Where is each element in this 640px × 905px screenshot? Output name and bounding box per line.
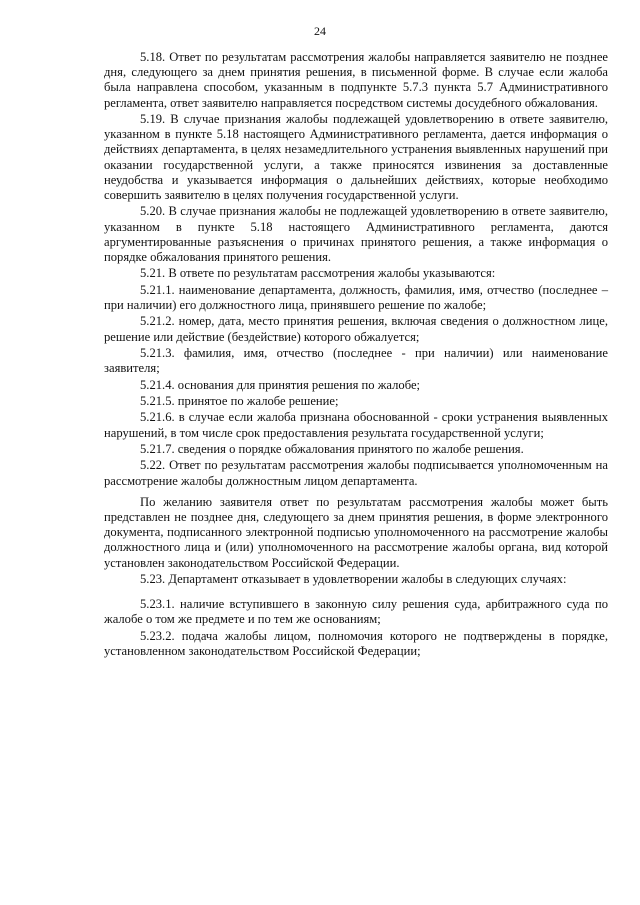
paragraph-5-23: 5.23. Департамент отказывает в удовлетворении жалобы в следующих случаях:	[140, 571, 567, 586]
paragraph-5-21: 5.21. В ответе по результатам рассмотрения жалобы указываются:	[140, 266, 496, 281]
paragraph-5-18: 5.18. Ответ по результатам рассмотрения жалобы направляется заявителю не позднее дня, следующего за днем принятия решения, в письменной форме. В случае если жалоба была направлена способом, указанным в подпункте 5.7.3 пункта 5.7 Административного регламента, ответ заявителю направляется посредством системы досудебного обжалования.	[104, 50, 608, 110]
paragraph-5-22: 5.22. Ответ по результатам рассмотрения жалобы подписывается уполномоченным на рассмотрение жалобы должностным лицом департамента.	[104, 458, 608, 488]
paragraph-5-21-1: 5.21.1. наименование департамента, должность, фамилия, имя, отчество (последнее – при наличии) его должностного лица, принявшего решение по жалобе;	[104, 282, 608, 312]
paragraph-5-21-2: 5.21.2. номер, дата, место принятия решения, включая сведения о должностном лице, решение или действие (бездействие) которого обжалуется;	[104, 314, 608, 344]
document-body	[104, 50, 608, 660]
paragraph-5-23-1: 5.23.1. наличие вступившего в законную силу решения суда, арбитражного суда по жалобе о том же предмете и по тем же основаниям;	[104, 597, 608, 627]
paragraph-5-23-2: 5.23.2. подача жалобы лицом, полномочия которого не подтверждены в порядке, установленном законодательством Российской Федерации;	[104, 628, 608, 658]
paragraph-5-21-6: 5.21.6. в случае если жалоба признана обоснованной - сроки устранения выявленных нарушений, в том числе срок предоставления результата государственной услуги;	[104, 410, 608, 440]
paragraph-5-21-3: 5.21.3. фамилия, имя, отчество (последнее - при наличии) или наименование заявителя;	[104, 345, 608, 376]
paragraph-5-21-7: 5.21.7. сведения о порядке обжалования принятого по жалобе решения.	[140, 441, 524, 456]
paragraph-5-21-5: 5.21.5. принятое по жалобе решение;	[140, 393, 339, 408]
paragraph-electronic-answer: По желанию заявителя ответ по результатам рассмотрения жалобы может быть представлен не позднее дня, следующего за днем принятия решения, в форме электронного документа, подписанного электронной подписью уполномоченного на рассмотрение жалобы должностного лица и (или) уполномоченного на рассмотрение жалобы органа, вид которой установлен законодательством Российской Федерации.	[104, 494, 608, 570]
paragraph-5-19: 5.19. В случае признания жалобы подлежащей удовлетворению в ответе заявителю, указанном в пункте 5.18 настоящего Административного регламента, дается информация о действиях департамента, в целях незамедлительного устранения выявленных нарушений при оказании государственной услуги, а также приносятся извинения за доставленные неудобства и указывается информация о дальнейших действиях, которые необходимо совершить заявителю в целях получения государственной услуги.	[104, 112, 608, 203]
paragraph-5-21-4: 5.21.4. основания для принятия решения по жалобе;	[140, 377, 421, 392]
paragraph-5-20: 5.20. В случае признания жалобы не подлежащей удовлетворению в ответе заявителю, указанном в пункте 5.18 настоящего Административного регламента, даются аргументированные разъяснения о причинах принятого решения, а также информация о порядке обжалования принятого решения.	[104, 204, 608, 265]
page-number: 24	[314, 24, 326, 38]
